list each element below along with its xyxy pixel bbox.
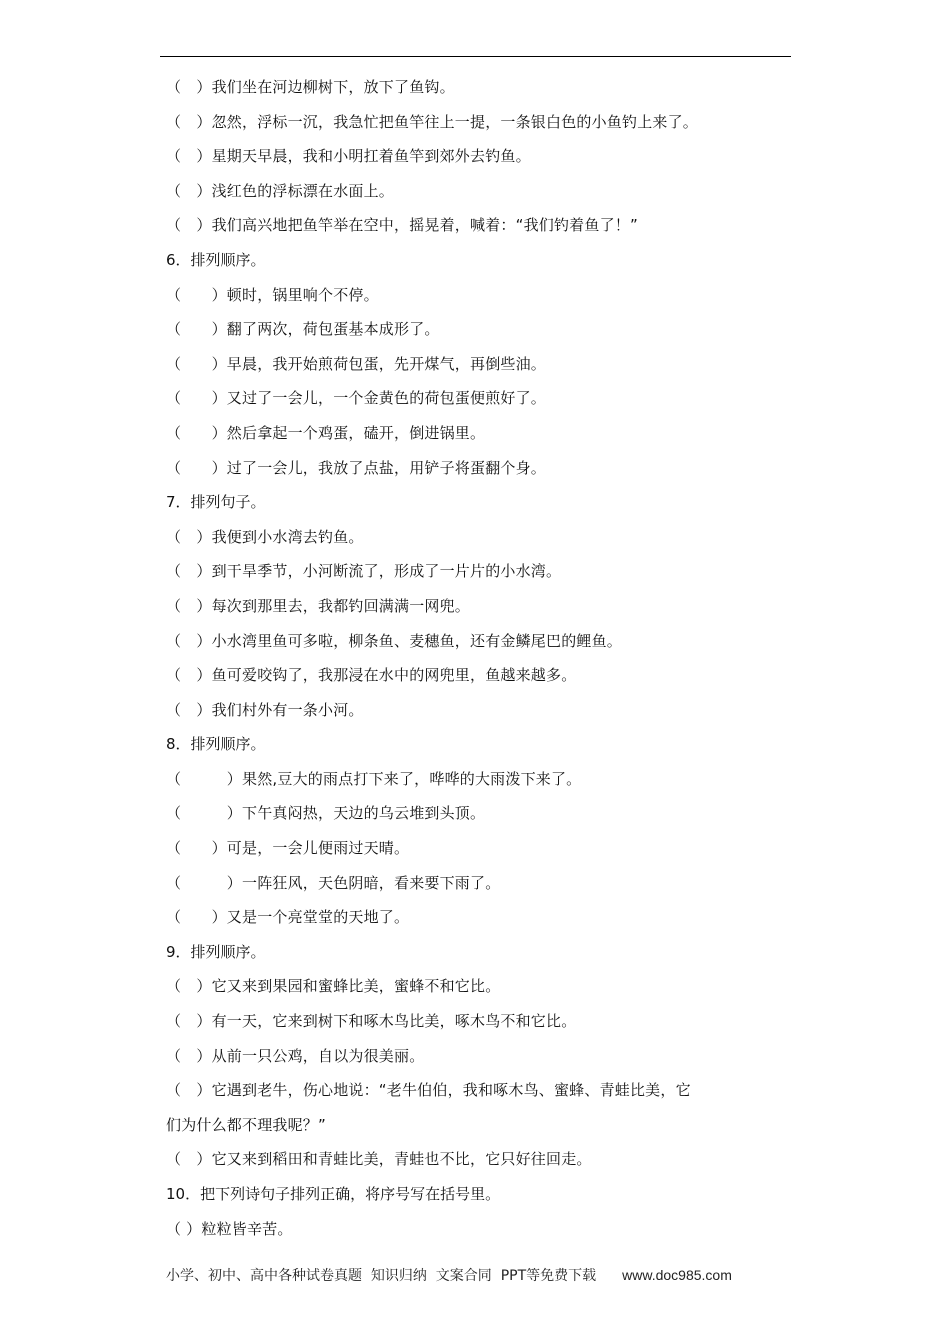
- question-title: 8．排列顺序。: [166, 735, 266, 754]
- text-line: （ ）它遇到老牛，伤心地说：“老牛伯伯，我和啄木鸟、蜜蜂、青蛙比美，它: [166, 1081, 691, 1100]
- text-line: （ ）粒粒皆辛苦。: [166, 1219, 293, 1238]
- text-line: 们为什么都不理我呢？”: [166, 1115, 326, 1134]
- text-line: （ ）又是一个亮堂堂的天地了。: [166, 908, 410, 927]
- header-rule: [160, 56, 791, 57]
- question-title: 10．把下列诗句子排列正确，将序号写在括号里。: [166, 1185, 501, 1203]
- footer-text: 小学、初中、高中各种试卷真题 知识归纳 文案合同 PPT等免费下载: [166, 1268, 597, 1284]
- text-line: （ ）我便到小水湾去钓鱼。: [166, 527, 364, 546]
- text-line: （ ）忽然，浮标一沉，我急忙把鱼竿往上一提，一条银白色的小鱼钓上来了。: [166, 112, 699, 131]
- text-line: （ ）我们高兴地把鱼竿举在空中，摇晃着，喊着：“我们钓着鱼了！”: [166, 216, 638, 235]
- text-line: （ ）一阵狂风，天色阴暗，看来要下雨了。: [166, 873, 501, 892]
- text-line: （ ）浅红色的浮标漂在水面上。: [166, 181, 395, 200]
- text-line: （ ）有一天，它来到树下和啄木鸟比美，啄木鸟不和它比。: [166, 1012, 577, 1031]
- text-line: （ ）我们坐在河边柳树下，放下了鱼钩。: [166, 78, 455, 96]
- text-line: （ ）到干旱季节，小河断流了，形成了一片片的小水湾。: [166, 562, 562, 581]
- text-line: （ ）顿时，锅里响个不停。: [166, 285, 379, 304]
- page-footer: [166, 1264, 806, 1287]
- text-line: （ ）下午真闷热，天边的乌云堆到头顶。: [166, 804, 486, 823]
- question-title: 7．排列句子。: [166, 493, 266, 512]
- text-line: （ ）小水湾里鱼可多啦，柳条鱼、麦穗鱼，还有金鳞尾巴的鲤鱼。: [166, 631, 623, 650]
- text-line: （ ）又过了一会儿，一个金黄色的荷包蛋便煎好了。: [166, 389, 547, 408]
- text-line: （ ）过了一会儿，我放了点盐，用铲子将蛋翻个身。: [166, 458, 547, 477]
- question-title: 9．排列顺序。: [166, 942, 266, 961]
- text-line: （ ）鱼可爱咬钩了，我那浸在水中的网兜里，鱼越来越多。: [166, 666, 577, 685]
- text-line: （ ）然后拿起一个鸡蛋，磕开，倒进锅里。: [166, 423, 486, 442]
- text-line: （ ）我们村外有一条小河。: [166, 700, 364, 719]
- question-title: 6．排列顺序。: [166, 250, 266, 269]
- text-line: （ ）翻了两次，荷包蛋基本成形了。: [166, 320, 440, 339]
- text-line: （ ）早晨，我开始煎荷包蛋，先开煤气，再倒些油。: [166, 354, 547, 373]
- text-line: （ ）它又来到果园和蜜蜂比美，蜜蜂不和它比。: [166, 977, 501, 996]
- text-line: （ ）从前一只公鸡，自以为很美丽。: [166, 1046, 425, 1065]
- text-line: （ ）它又来到稻田和青蛙比美，青蛙也不比，它只好往回走。: [166, 1150, 592, 1169]
- text-line: （ ）星期天早晨，我和小明扛着鱼竿到郊外去钓鱼。: [166, 147, 531, 166]
- text-line: （ ）可是，一会儿便雨过天晴。: [166, 839, 410, 858]
- text-line: （ ）每次到那里去，我都钓回满满一网兜。: [166, 596, 471, 615]
- text-line: （ ）果然,豆大的雨点打下来了，哗哗的大雨泼下来了。: [166, 769, 582, 788]
- footer-site-link[interactable]: www.doc985.com: [622, 1267, 732, 1283]
- document-body: [166, 70, 796, 1246]
